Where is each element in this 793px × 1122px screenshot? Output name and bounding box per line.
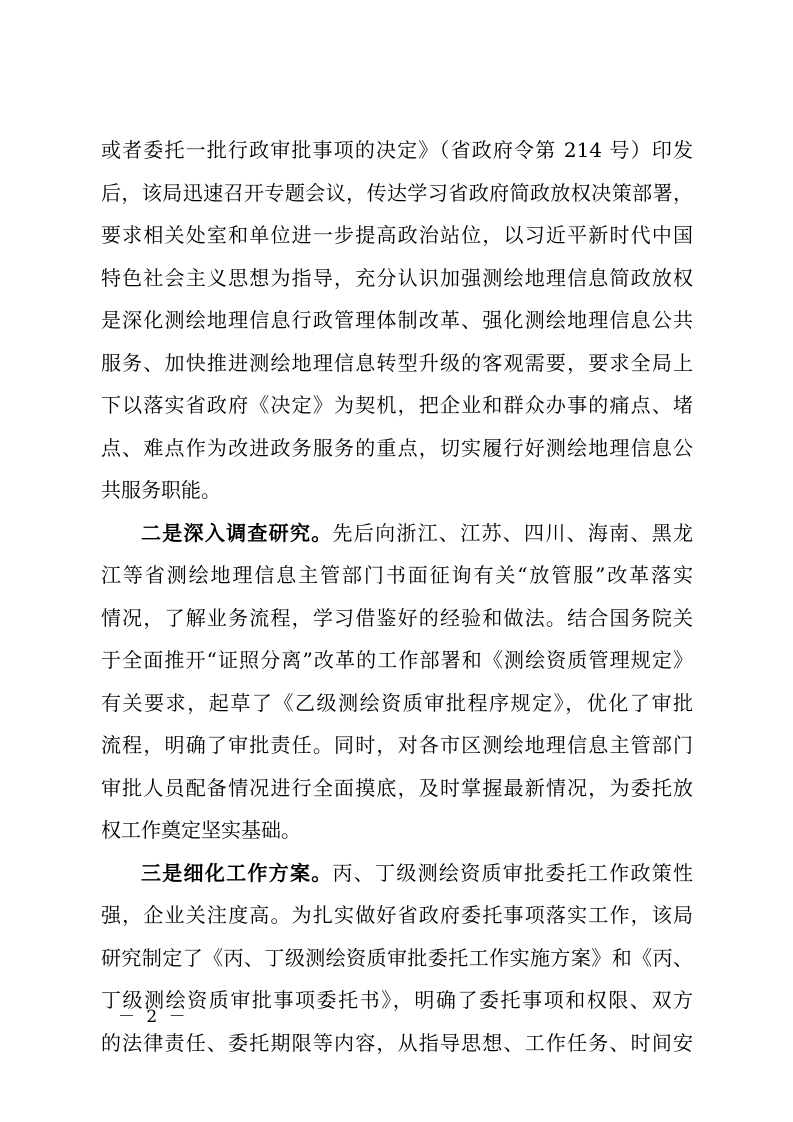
paragraph-1 bbox=[101, 129, 693, 512]
paragraph-line: 情况，了解业务流程，学习借鉴好的经验和做法。结合国务院关 bbox=[101, 605, 693, 630]
paragraph-line: 服务、加快推进测绘地理信息转型升级的客观需要，要求全局上 bbox=[101, 350, 693, 375]
paragraph-line: 的法律责任、委托期限等内容，从指导思想、工作任务、时间安 bbox=[101, 1030, 693, 1055]
paragraph-line: 权工作奠定坚实基础。 bbox=[101, 818, 301, 842]
paragraph-line: 有关要求，起草了《乙级测绘资质审批程序规定》，优化了审批 bbox=[101, 690, 693, 715]
paragraph-3 bbox=[101, 852, 693, 1065]
paragraph-line: 下以落实省政府《决定》为契机，把企业和群众办事的痛点、堵 bbox=[101, 393, 693, 417]
paragraph-line: 江等省测绘地理信息主管部门书面征询有关“放管服”改革落实 bbox=[101, 563, 693, 587]
paragraph-line: 或者委托一批行政审批事项的决定》（省政府令第 214 号）印发 bbox=[101, 138, 693, 162]
paragraph-line: 丁级测绘资质审批事项委托书》，明确了委托事项和权限、双方 bbox=[101, 988, 693, 1012]
paragraph-2 bbox=[101, 512, 693, 852]
paragraph-line: 点、难点作为改进政务服务的重点，切实履行好测绘地理信息公 bbox=[101, 435, 693, 460]
paragraph-text: 丙、丁级测绘资质审批委托工作政策性 bbox=[332, 860, 694, 885]
paragraph-line: 流程，明确了审批责任。同时，对各市区测绘地理信息主管部门 bbox=[101, 733, 693, 757]
paragraph-line: 共服务职能。 bbox=[101, 478, 221, 502]
paragraph-line bbox=[101, 512, 693, 555]
page-number: － 2 － bbox=[118, 1007, 189, 1027]
paragraph-line: 是深化测绘地理信息行政管理体制改革、强化测绘地理信息公共 bbox=[101, 308, 693, 332]
paragraph-line bbox=[101, 852, 693, 895]
paragraph-text: 先后向浙江、江苏、四川、海南、黑龙 bbox=[332, 520, 694, 545]
paragraph-line: 要求相关处室和单位进一步提高政治站位，以习近平新时代中国 bbox=[101, 223, 693, 247]
paragraph-line: 于全面推开“证照分离”改革的工作部署和《测绘资质管理规定》 bbox=[101, 648, 693, 672]
paragraph-line: 强，企业关注度高。为扎实做好省政府委托事项落实工作，该局 bbox=[101, 903, 693, 927]
paragraph-heading: 三是细化工作方案。 bbox=[141, 860, 333, 885]
paragraph-line: 审批人员配备情况进行全面摸底，及时掌握最新情况，为委托放 bbox=[101, 775, 693, 800]
paragraph-line: 研究制定了《丙、丁级测绘资质审批委托工作实施方案》和《丙、 bbox=[101, 945, 693, 970]
paragraph-heading: 二是深入调查研究。 bbox=[141, 520, 333, 545]
paragraph-line: 特色社会主义思想为指导，充分认识加强测绘地理信息简政放权 bbox=[101, 265, 693, 290]
paragraph-line: 后，该局迅速召开专题会议，传达学习省政府简政放权决策部署， bbox=[101, 180, 693, 205]
